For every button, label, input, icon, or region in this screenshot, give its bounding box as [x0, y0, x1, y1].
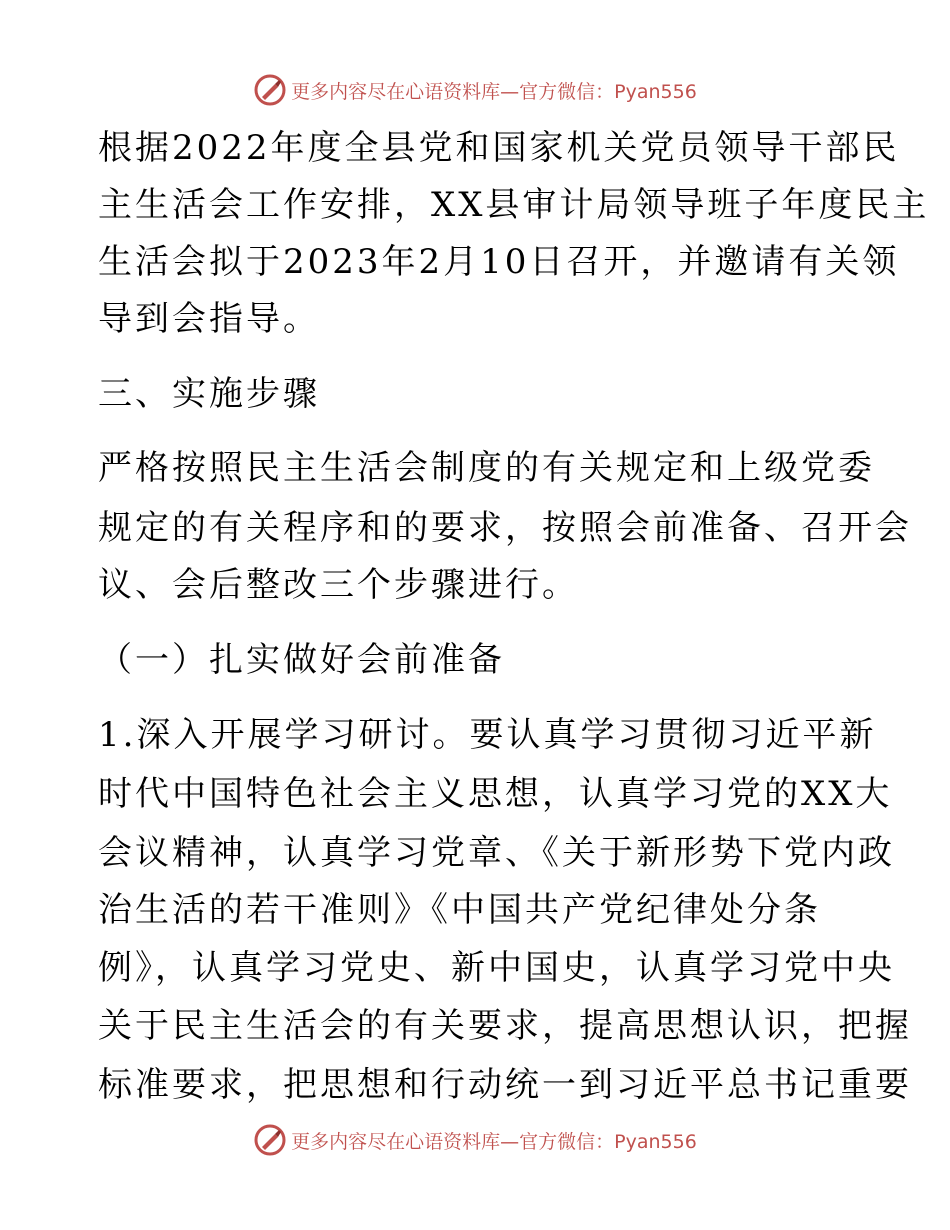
section-heading: 三、实施步骤 [98, 374, 320, 414]
text-line: 主生活会工作安排，XX县审计局领导班子年度民主 [98, 185, 930, 225]
text-line: 导到会指导。 [98, 299, 320, 339]
text-line: 会议精神，认真学习党章、《关于新形势下党内政 [98, 833, 895, 873]
subsection-heading: （一）扎实做好会前准备 [98, 640, 505, 680]
footer-watermark [0, 1120, 950, 1160]
text-line: 治生活的若干准则》《中国共产党纪律处分条 [98, 890, 821, 930]
text-line: 关于民主生活会的有关要求，提高思想认识，把握 [98, 1006, 912, 1046]
text-line: 1.深入开展学习研讨。要认真学习贯彻习近平新 [98, 715, 877, 755]
text-line: 根据2022年度全县党和国家机关党员领导干部民 [98, 128, 900, 168]
text-line: 严格按照民主生活会制度的有关规定和上级党委 [98, 448, 875, 488]
text-line: 例》，认真学习党史、新中国史，认真学习党中央 [98, 948, 895, 988]
pen-logo-icon [253, 73, 287, 107]
text-line: 标准要求，把思想和行动统一到习近平总书记重要 [98, 1065, 912, 1105]
text-line: 规定的有关程序和的要求，按照会前准备、召开会 [98, 508, 912, 548]
header-watermark [0, 70, 950, 110]
text-line: 议、会后整改三个步骤进行。 [98, 565, 579, 605]
watermark-text: 更多内容尽在心语资料库—官方微信：Pyan556 [291, 1130, 697, 1153]
text-line: 时代中国特色社会主义思想，认真学习党的XX大 [98, 774, 893, 814]
pen-logo-icon [253, 1123, 287, 1157]
text-line: 生活会拟于2023年2月10日召开，并邀请有关领 [98, 242, 900, 282]
watermark-text: 更多内容尽在心语资料库—官方微信：Pyan556 [291, 80, 697, 103]
